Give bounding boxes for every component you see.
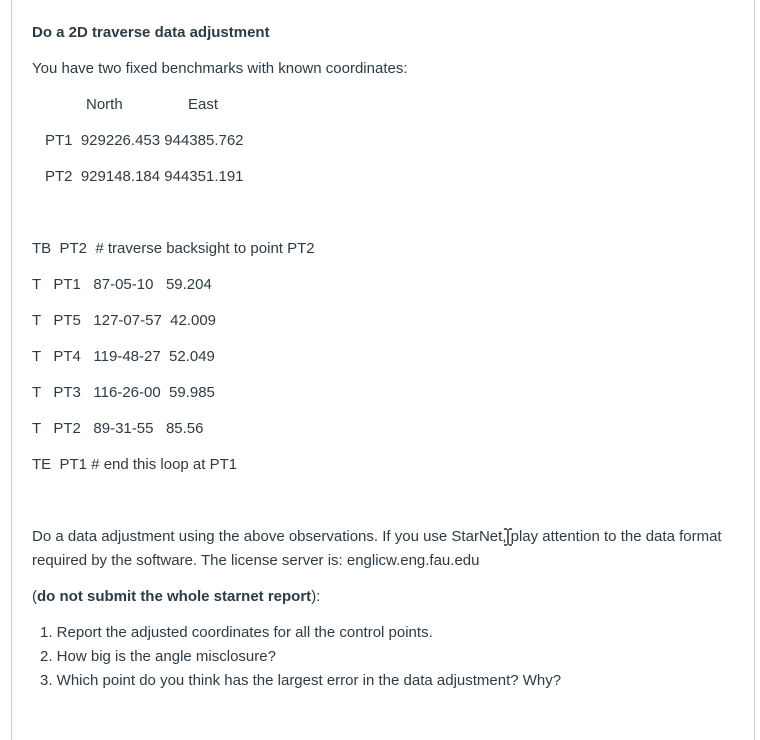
traverse-line: TB PT2 # traverse backsight to point PT2: [32, 240, 315, 257]
text-cursor-icon: [503, 528, 513, 546]
traverse-line: T PT1 87-05-10 59.204: [32, 276, 212, 293]
note-line: [32, 587, 320, 607]
question-1: 1. Report the adjusted coordinates for all the control points.: [40, 624, 433, 641]
east-header: East: [188, 96, 219, 113]
question-2: 2. How big is the angle misclosure?: [40, 648, 276, 665]
note-open: (: [32, 588, 37, 605]
instructions-paragraph: Do a data adjustment using the above observations. If you use StarNet, play attention to the data format required by the software. The license server is: englicw.eng.fau.edu: [32, 528, 722, 569]
note-close: ):: [311, 588, 321, 605]
benchmark-pt1: PT1 929226.453 944385.762: [45, 132, 244, 149]
note-bold: do not submit the whole starnet report: [37, 588, 312, 605]
traverse-line: TE PT1 # end this loop at PT1: [32, 456, 238, 473]
traverse-line: T PT3 116-26-00 59.985: [32, 384, 215, 401]
question-3: 3. Which point do you think has the largest error in the data adjustment? Why?: [40, 672, 562, 689]
assignment-title: Do a 2D traverse data adjustment: [32, 24, 270, 41]
benchmark-pt2: PT2 929148.184 944351.191: [45, 168, 244, 185]
intro-text: You have two fixed benchmarks with known coordinates:: [32, 60, 408, 77]
traverse-line: T PT4 119-48-27 52.049: [32, 348, 215, 365]
traverse-line: T PT5 127-07-57 42.009: [32, 312, 217, 329]
north-header: North: [86, 96, 123, 113]
traverse-line: T PT2 89-31-55 85.56: [32, 420, 204, 437]
cutoff-editor-toolbar: [44, 726, 324, 736]
